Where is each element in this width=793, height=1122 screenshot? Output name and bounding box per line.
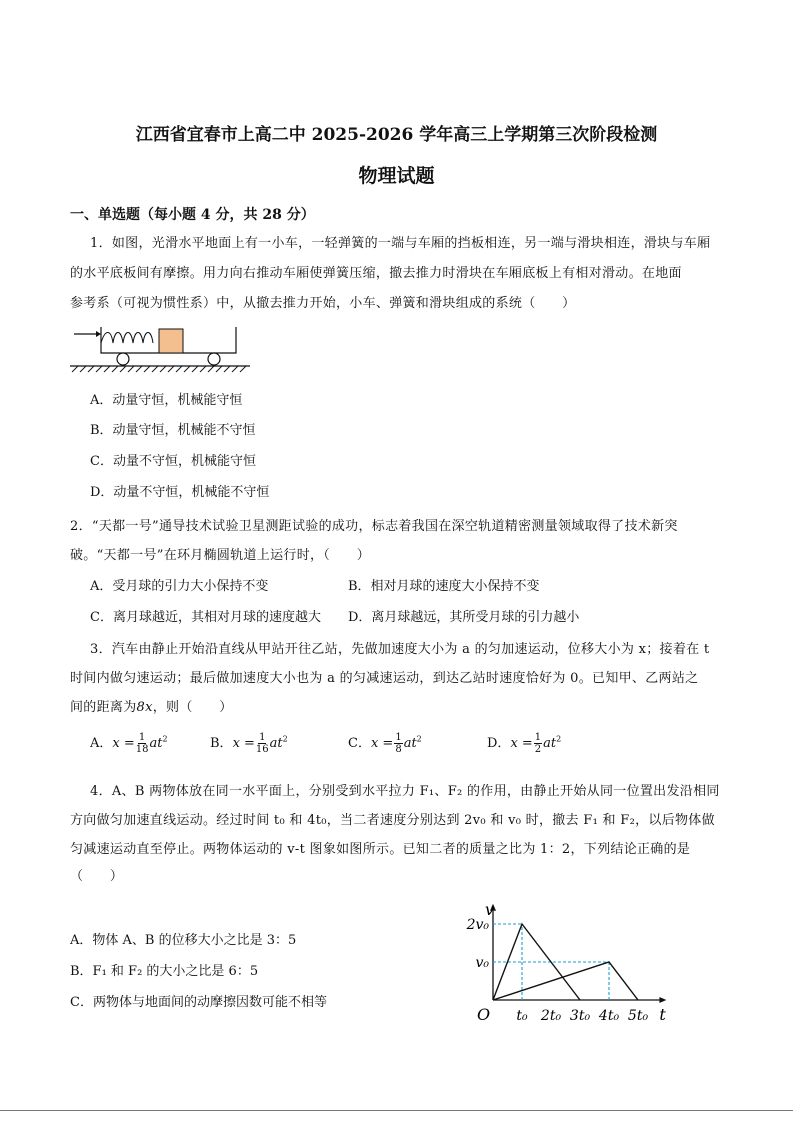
fraction-denominator: 18 <box>135 744 149 755</box>
exam-subtitle: 物理试题 <box>358 165 435 187</box>
q1-option-a: A．动量守恒，机械能守恒 <box>90 393 243 408</box>
option-label: A． <box>90 736 113 751</box>
option-label: C． <box>348 736 371 751</box>
x-tick-label: 4t₀ <box>598 1008 620 1024</box>
q3-line-3-suffix: ，则（ ） <box>152 700 233 715</box>
fraction <box>256 732 269 755</box>
vt-graph <box>458 890 678 1028</box>
fraction-denominator: 8 <box>395 744 402 755</box>
x-tick-label: t₀ <box>516 1008 528 1024</box>
q4-line-4: （ ） <box>70 869 124 884</box>
formula-exponent: 2 <box>416 734 422 744</box>
fraction <box>136 732 149 755</box>
fraction-numerator: 1 <box>138 732 146 743</box>
section-heading: 一、单选题（每小题 4 分，共 28 分） <box>70 207 315 223</box>
q2-option-a: A．受月球的引力大小保持不变 <box>90 579 269 594</box>
x-axis-label: t <box>659 1005 666 1024</box>
fraction-numerator: 1 <box>395 732 402 743</box>
x-axis-arrow <box>659 997 666 1003</box>
fraction-denominator: 2 <box>534 744 542 755</box>
q4-option-a: A．物体 A、B 的位移大小之比是 3：5 <box>70 933 297 948</box>
q4-line-1: 4．A、B 两物体放在同一水平面上，分别受到水平拉力 F₁、F₂ 的作用，由静止开始从同一位置出发沿相同 <box>90 784 720 799</box>
q2-option-d: D．离月球越远，其所受月球的引力越小 <box>348 610 580 625</box>
q3-line-1: 3．汽车由静止开始沿直线从甲站开往乙站，先做加速度大小为 a 的匀加速运动，位移大小为 x；接着在 t <box>90 642 710 657</box>
q3-line-3-prefix: 间的距离为 <box>70 700 137 715</box>
q3-option-a <box>90 732 168 755</box>
formula-rhs: at <box>149 736 163 751</box>
fraction <box>394 732 402 755</box>
fraction <box>534 732 542 755</box>
cart-spring-diagram <box>70 323 250 381</box>
page-divider <box>0 1110 793 1111</box>
q3-line-2: 时间内做匀速运动；最后做加速度大小也为 a 的匀减速运动，到达乙站时速度恰好为 0。已知甲、乙两站之 <box>70 671 699 686</box>
formula-exponent: 2 <box>282 734 288 744</box>
option-label: B． <box>210 736 233 751</box>
q3-distance-expression: 8x <box>136 700 153 715</box>
fraction-numerator: 1 <box>259 732 266 743</box>
q1-option-b: B．动量守恒，机械能不守恒 <box>90 423 256 438</box>
q1-line-1: 1．如图，光滑水平地面上有一小车，一轻弹簧的一端与车厢的挡板相连，另一端与滑块相连，滑块与车厢 <box>90 236 711 251</box>
x-tick-label: 2t₀ <box>540 1008 562 1024</box>
formula-rhs: at <box>403 736 417 751</box>
formula-rhs: at <box>543 736 557 751</box>
exam-title: 江西省宜春市上高二中 2025-2026 学年高三上学期第三次阶段检测 <box>135 125 658 145</box>
q2-line-1: 2．“天都一号”通导技术试验卫星测距试验的成功，标志着我国在深空轨道精密测量领域取得了技术新突 <box>70 519 678 534</box>
q2-option-c: C．离月球越近，其相对月球的速度越大 <box>90 610 321 625</box>
fraction-denominator: 16 <box>255 744 269 755</box>
formula-exponent: 2 <box>162 734 168 744</box>
y-tick-label: 2v₀ <box>466 917 489 933</box>
q1-option-d: D．动量不守恒，机械能不守恒 <box>90 485 270 500</box>
formula-lhs: x = <box>370 736 394 751</box>
y-axis-label: v <box>485 899 495 919</box>
q3-option-c <box>348 732 422 755</box>
formula-lhs: x = <box>232 736 255 751</box>
formula-lhs: x = <box>510 736 533 751</box>
q1-line-3: 参考系（可视为惯性系）中，从撤去推力开始，小车、弹簧和滑块组成的系统（ ） <box>70 296 576 311</box>
q2-line-2: 破。“天都一号”在环月椭圆轨道上运行时，（ ） <box>70 548 370 563</box>
q4-option-c: C．两物体与地面间的动摩擦因数可能不相等 <box>70 995 327 1010</box>
q1-option-c: C．动量不守恒，机械能守恒 <box>90 454 256 469</box>
q2-option-b: B．相对月球的速度大小保持不变 <box>348 579 540 594</box>
formula-exponent: 2 <box>556 734 562 744</box>
y-tick-label: v₀ <box>475 955 489 971</box>
q4-line-3: 匀减速运动直至停止。两物体运动的 v-t 图象如图所示。已知二者的质量之比为 1：2，下列结论正确的是 <box>70 842 691 857</box>
x-tick-label: 5t₀ <box>627 1008 649 1024</box>
q4-line-2: 方向做匀加速直线运动。经过时间 t₀ 和 4t₀，当二者速度分别达到 2v₀ 和 v₀ 时，撤去 F₁ 和 F₂，以后物体做 <box>70 813 715 828</box>
option-label: D． <box>487 736 511 751</box>
origin-label: O <box>477 1005 491 1024</box>
fraction-numerator: 1 <box>534 732 542 743</box>
q3-line-3 <box>70 696 233 715</box>
q3-option-d <box>487 732 561 755</box>
formula-rhs: at <box>269 736 283 751</box>
series-a-line <box>493 924 580 1000</box>
q3-option-b <box>210 732 288 755</box>
q4-option-b: B．F₁ 和 F₂ 的大小之比是 6：5 <box>70 964 259 979</box>
x-tick-label: 3t₀ <box>569 1008 591 1024</box>
q1-line-2: 的水平底板间有摩擦。用力向右推动车厢使弹簧压缩，撤去推力时滑块在车厢底板上有相对滑动。在地面 <box>70 266 682 281</box>
formula-lhs: x = <box>112 736 135 751</box>
